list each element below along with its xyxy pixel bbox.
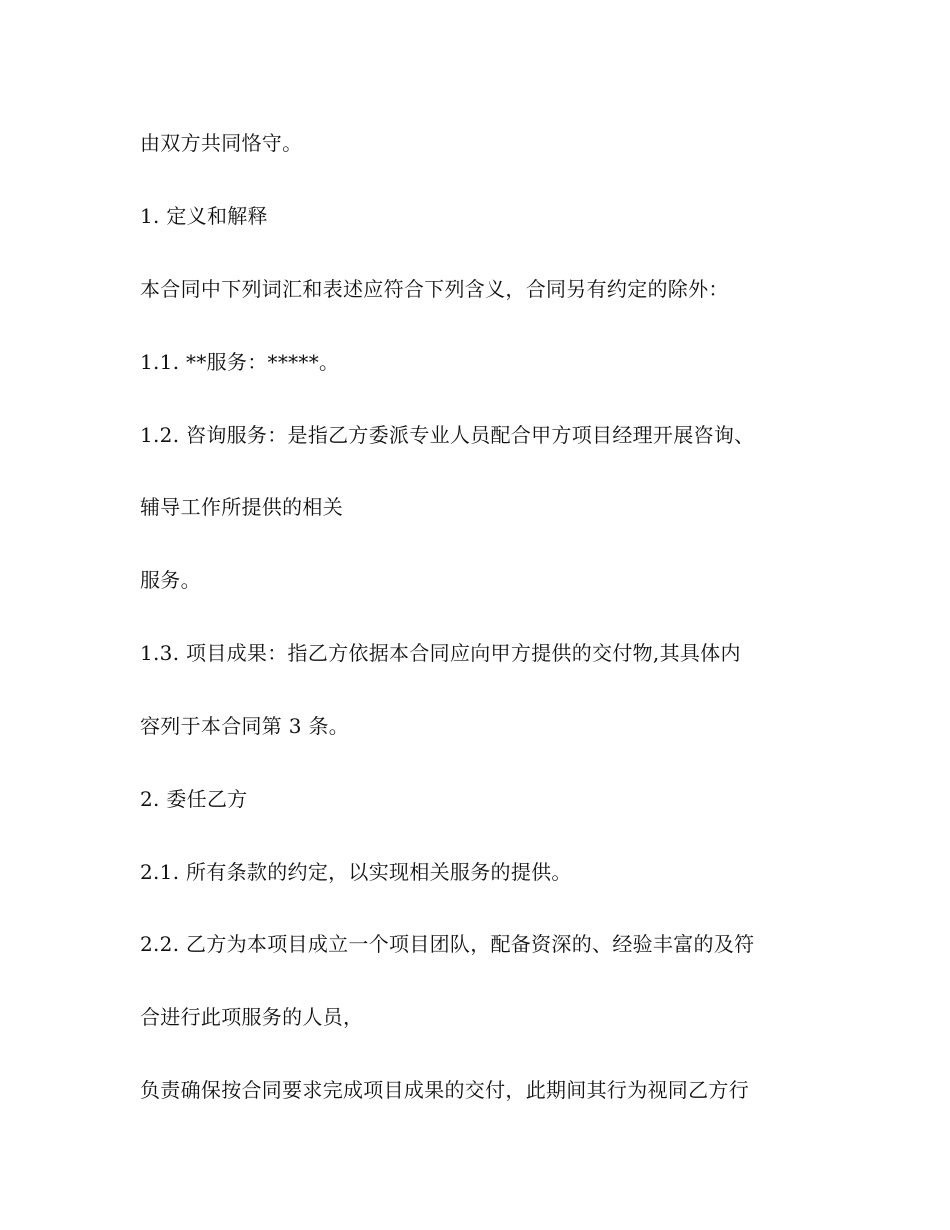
section-heading-appointment: 2. 委任乙方 — [140, 787, 248, 811]
clause-1-3: 1.3. 项目成果：指乙方依据本合同应向甲方提供的交付物,其具体内 — [140, 641, 741, 665]
section-heading-definitions: 1. 定义和解释 — [140, 204, 268, 228]
clause-2-2-continued: 合进行此项服务的人员， — [140, 1005, 364, 1029]
clause-1-2-continued: 辅导工作所提供的相关 — [140, 495, 343, 519]
clause-2-1: 2.1. 所有条款的约定，以实现相关服务的提供。 — [140, 860, 572, 884]
clause-2-2: 2.2. 乙方为本项目成立一个项目团队，配备资深的、经验丰富的及符 — [140, 932, 755, 956]
clause-2-2-end: 负责确保按合同要求完成项目成果的交付，此期间其行为视同乙方行 — [140, 1078, 749, 1102]
clause-1-2-end: 服务。 — [140, 568, 201, 592]
clause-1-1: 1.1. **服务：*****。 — [140, 350, 340, 374]
clause-1-2: 1.2. 咨询服务：是指乙方委派专业人员配合甲方项目经理开展咨询、 — [140, 423, 755, 447]
text-line-1: 由双方共同恪守。 — [140, 131, 303, 155]
clause-1-3-continued: 容列于本合同第 3 条。 — [140, 714, 350, 738]
text-line-3: 本合同中下列词汇和表述应符合下列含义，合同另有约定的除外： — [140, 277, 729, 301]
